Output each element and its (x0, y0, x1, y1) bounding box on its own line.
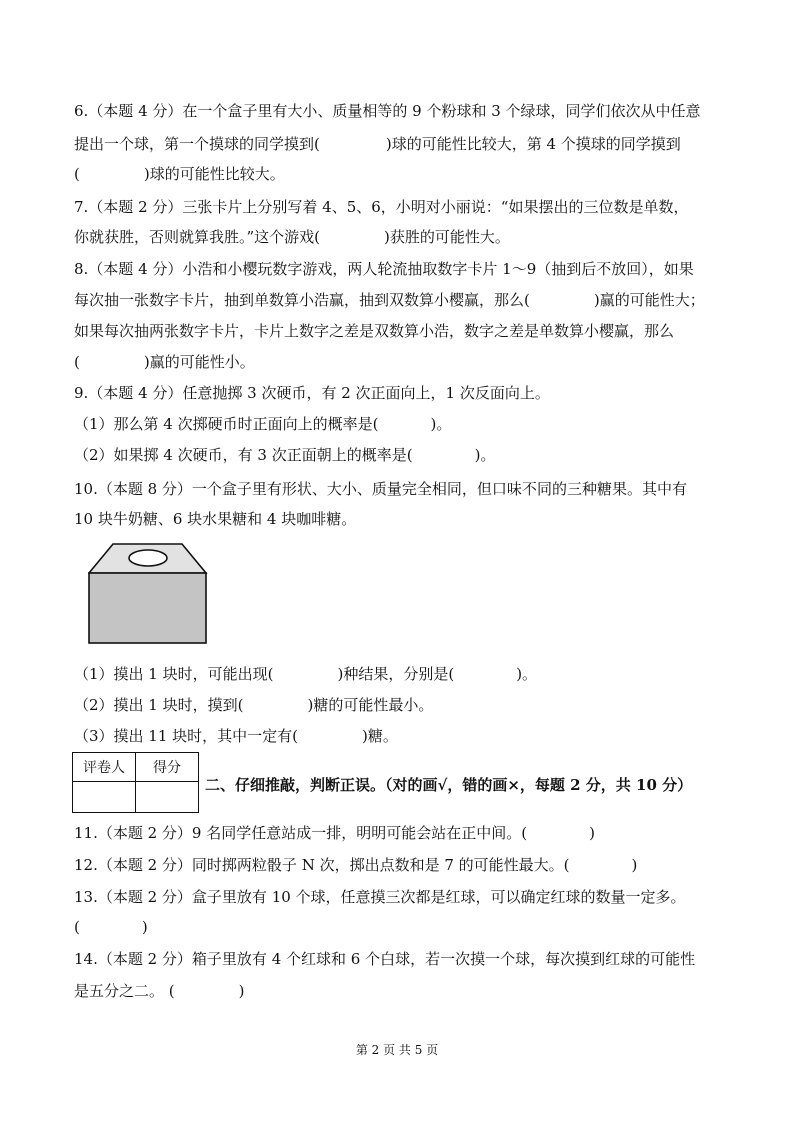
q6-text: )球的可能性比较大。 (143, 165, 285, 183)
q14-text: 是五分之二。 ( (74, 982, 175, 1000)
section-2-title: 二、仔细推敲，判断正误。（对的画√，错的画×，每题 2 分，共 10 分） (205, 776, 693, 794)
q12-text: 12.（本题 2 分）同时掷两粒骰子 N 次，掷出点数和是 7 的可能性最大。( (74, 856, 570, 874)
q11-text: ) (589, 824, 595, 842)
q10-line-1: 10.（本题 8 分）一个盒子里有形状、大小、质量完全相同，但口味不同的三种糖果。其中有 (74, 480, 687, 498)
q8-text: )赢的可能性小。 (143, 353, 255, 371)
q6-text: )球的可能性比较大，第 4 个摸球的同学摸到 (385, 135, 681, 153)
q8-text: 每次抽一张数字卡片，抽到单数算小浩赢，抽到双数算小樱赢，那么( (74, 291, 530, 309)
q8-line-2 (74, 290, 705, 310)
q10-text: （3）摸出 11 块时，其中一定有( (74, 727, 299, 745)
box-front (89, 573, 206, 643)
grader-cell[interactable] (73, 782, 136, 813)
score-label: 得分 (136, 753, 199, 782)
q13-text: ( (74, 918, 80, 936)
q9-line-1: 9.（本题 4 分）任意抛掷 3 次硬币，有 2 次正面向上，1 次反面向上。 (74, 384, 550, 402)
q8-line-4 (74, 352, 255, 372)
q13-line-2 (74, 917, 148, 937)
q14-line-2 (74, 981, 244, 1001)
q10-text: )种结果，分别是( (337, 665, 455, 683)
q7-text: )获胜的可能性大。 (384, 228, 510, 246)
q8-text: ( (74, 353, 80, 371)
q6-line-3 (74, 164, 285, 184)
q10-sub-1 (74, 664, 537, 684)
q6-line-1: 6.（本题 4 分）在一个盒子里有大小、质量相等的 9 个粉球和 3 个绿球，同学们依次从中任意 (74, 102, 701, 120)
q8-text: )赢的可能性大； (593, 291, 705, 309)
q10-sub-3 (74, 726, 398, 746)
q7-text: 你就获胜，否则就算我胜。”这个游戏( (74, 228, 321, 246)
q9-sub-1 (74, 414, 451, 434)
q10-text: )糖。 (362, 727, 398, 745)
q10-text: （1）摸出 1 块时，可能出现( (74, 665, 274, 683)
candy-box-illustration (88, 543, 210, 645)
q10-line-2: 10 块牛奶糖、6 块水果糖和 4 块咖啡糖。 (74, 510, 357, 528)
q12-text: ) (631, 856, 638, 874)
q14-text: ) (238, 982, 245, 1000)
q11-text: 11.（本题 2 分）9 名同学任意站成一排，明明可能会站在正中间。( (74, 824, 528, 842)
q7-line-2 (74, 227, 510, 247)
q9-text: （1）那么第 4 次掷硬币时正面向上的概率是( (74, 415, 379, 433)
box-opening (129, 550, 167, 566)
q6-text: 提出一个球，第一个摸球的同学摸到( (74, 135, 320, 153)
q13-text: ) (141, 918, 148, 936)
q10-sub-2 (74, 695, 433, 715)
page-footer: 第 2 页 共 5 页 (355, 1043, 439, 1057)
q9-text: )。 (474, 446, 496, 464)
grader-table (72, 752, 199, 813)
q7-line-1: 7.（本题 2 分）三张卡片上分别写着 4、5、6，小明对小丽说：“如果摆出的三位数是单数， (74, 198, 689, 216)
q6-line-2 (74, 134, 681, 154)
q13-line-1: 13.（本题 2 分）盒子里放有 10 个球，任意摸三次都是红球，可以确定红球的数量一定多。 (74, 888, 686, 906)
q14-line-1: 14.（本题 2 分）箱子里放有 4 个红球和 6 个白球，若一次摸一个球，每次摸到红球的可能性 (74, 950, 696, 968)
q9-text: )。 (430, 415, 452, 433)
q6-text: ( (74, 165, 80, 183)
q8-line-1: 8.（本题 4 分）小浩和小樱玩数字游戏，两人轮流抽取数字卡片 1～9（抽到后不放回），如果 (74, 260, 694, 278)
q10-text: （2）摸出 1 块时，摸到( (74, 696, 244, 714)
grader-label: 评卷人 (73, 753, 136, 782)
q10-text: )糖的可能性最小。 (307, 696, 434, 714)
q9-sub-2 (74, 445, 495, 465)
q10-text: )。 (516, 665, 538, 683)
q11-line (74, 823, 595, 843)
q12-line (74, 855, 637, 875)
q9-text: （2）如果掷 4 次硬币，有 3 次正面朝上的概率是( (74, 446, 413, 464)
q8-line-3: 如果每次抽两张数字卡片，卡片上数字之差是双数算小浩，数字之差是单数算小樱赢，那么 (74, 322, 675, 340)
score-cell[interactable] (136, 782, 199, 813)
